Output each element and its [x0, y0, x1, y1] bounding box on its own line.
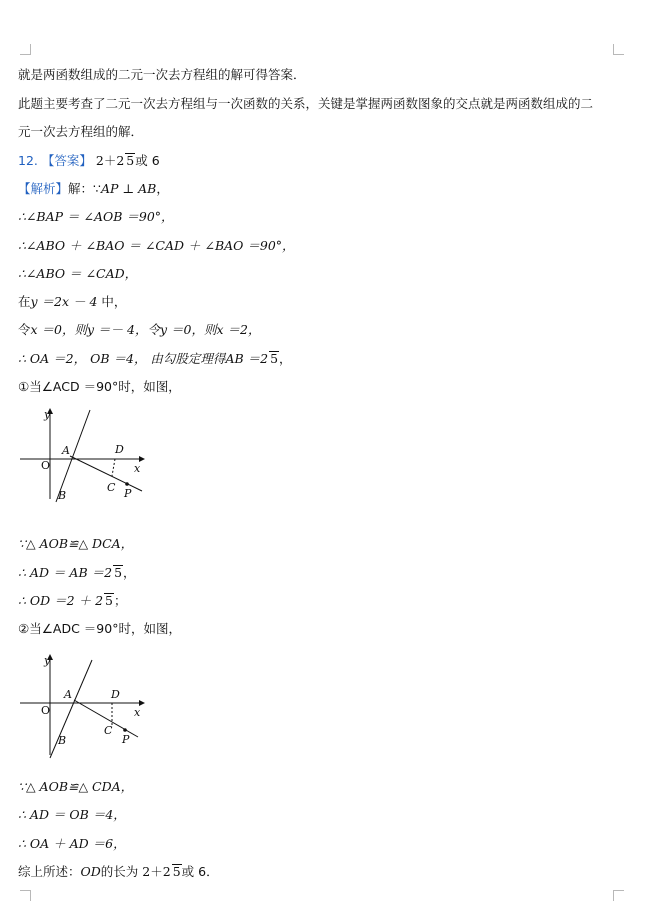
- text-line: ∴∠ABO ＋ ∠BAO ＝ ∠CAD ＋ ∠BAO ＝90°，: [18, 238, 295, 253]
- text-line: ∴ OD ＝2 ＋ 2 5；: [18, 593, 127, 608]
- text-line: ∴ AD ＝ OB ＝4，: [18, 807, 126, 822]
- text-line: ∵△ AOB≌△ CDA，: [18, 779, 134, 794]
- answer-tag: 【答案】: [41, 153, 92, 168]
- text-line: ∴ OA ＋ AD ＝6，: [18, 836, 126, 851]
- page-corner-mark: [20, 44, 31, 55]
- conclusion-line: 综上所述：OD的长为 2＋2 5或 6．: [18, 864, 219, 879]
- svg-text:x: x: [134, 706, 141, 719]
- svg-text:P: P: [124, 487, 132, 500]
- question-number: 12.: [18, 153, 38, 168]
- svg-text:O: O: [41, 704, 51, 717]
- svg-text:y: y: [44, 654, 51, 667]
- svg-text:x: x: [134, 462, 141, 475]
- text-line: 元一次去方程组的解．: [18, 124, 144, 139]
- sqrt: 5: [114, 565, 123, 580]
- svg-text:C: C: [104, 724, 113, 737]
- svg-text:y: y: [44, 408, 51, 421]
- page-corner-mark: [20, 890, 31, 901]
- sqrt: 5: [172, 864, 181, 879]
- figure-case-one: [14, 404, 154, 504]
- svg-text:D: D: [111, 688, 120, 701]
- svg-text:B: B: [58, 734, 67, 747]
- dashed-dc: [112, 459, 115, 476]
- text-line: 令x ＝0，则y ＝－ 4，令y ＝0，则x ＝2，: [18, 322, 261, 337]
- text-line: 此题主要考查了二元一次去方程组与一次函数的关系，关键是掌握两函数图象的交点就是两函数组成的二: [18, 96, 594, 111]
- svg-text:P: P: [122, 733, 130, 746]
- svg-text:O: O: [41, 459, 51, 472]
- svg-text:A: A: [62, 444, 70, 457]
- text-line: ∴ OA ＝2， OB ＝4， 由勾股定理得AB ＝2 5，: [18, 351, 292, 366]
- page-corner-mark: [613, 44, 624, 55]
- point-p: [125, 482, 129, 486]
- answer-line: 12. 【答案】 2＋2 5或 6: [18, 153, 160, 168]
- case-two-line: ②当∠ADC ＝90°时，如图，: [18, 621, 181, 636]
- text-line: ∴ AD ＝ AB ＝2 5，: [18, 565, 136, 580]
- figure-case-two: [14, 650, 154, 760]
- text-line: ∴∠ABO ＝ ∠CAD，: [18, 266, 138, 281]
- svg-text:D: D: [115, 443, 124, 456]
- text-line: 就是两函数组成的二元一次去方程组的解可得答案．: [18, 67, 306, 82]
- text-line: ∴∠BAP ＝ ∠AOB ＝90°，: [18, 209, 174, 224]
- line-ab: [50, 660, 92, 758]
- analysis-tag: 【解析】: [18, 181, 69, 196]
- text-line: 在y ＝2x － 4 中，: [18, 294, 127, 309]
- sqrt: 5: [105, 593, 113, 608]
- analysis-line: 【解析】解：∵AP ⊥ AB，: [18, 181, 169, 196]
- svg-text:A: A: [64, 688, 72, 701]
- sqrt: 5: [270, 351, 279, 366]
- svg-text:B: B: [58, 489, 67, 502]
- svg-text:C: C: [107, 481, 116, 494]
- case-one-line: ①当∠ACD ＝90°时，如图，: [18, 379, 181, 394]
- text-line: ∵△ AOB≌△ DCA，: [18, 536, 134, 551]
- page-corner-mark: [613, 890, 624, 901]
- point-p: [123, 728, 127, 732]
- line-ap: [70, 456, 142, 491]
- sqrt: 5: [126, 153, 135, 168]
